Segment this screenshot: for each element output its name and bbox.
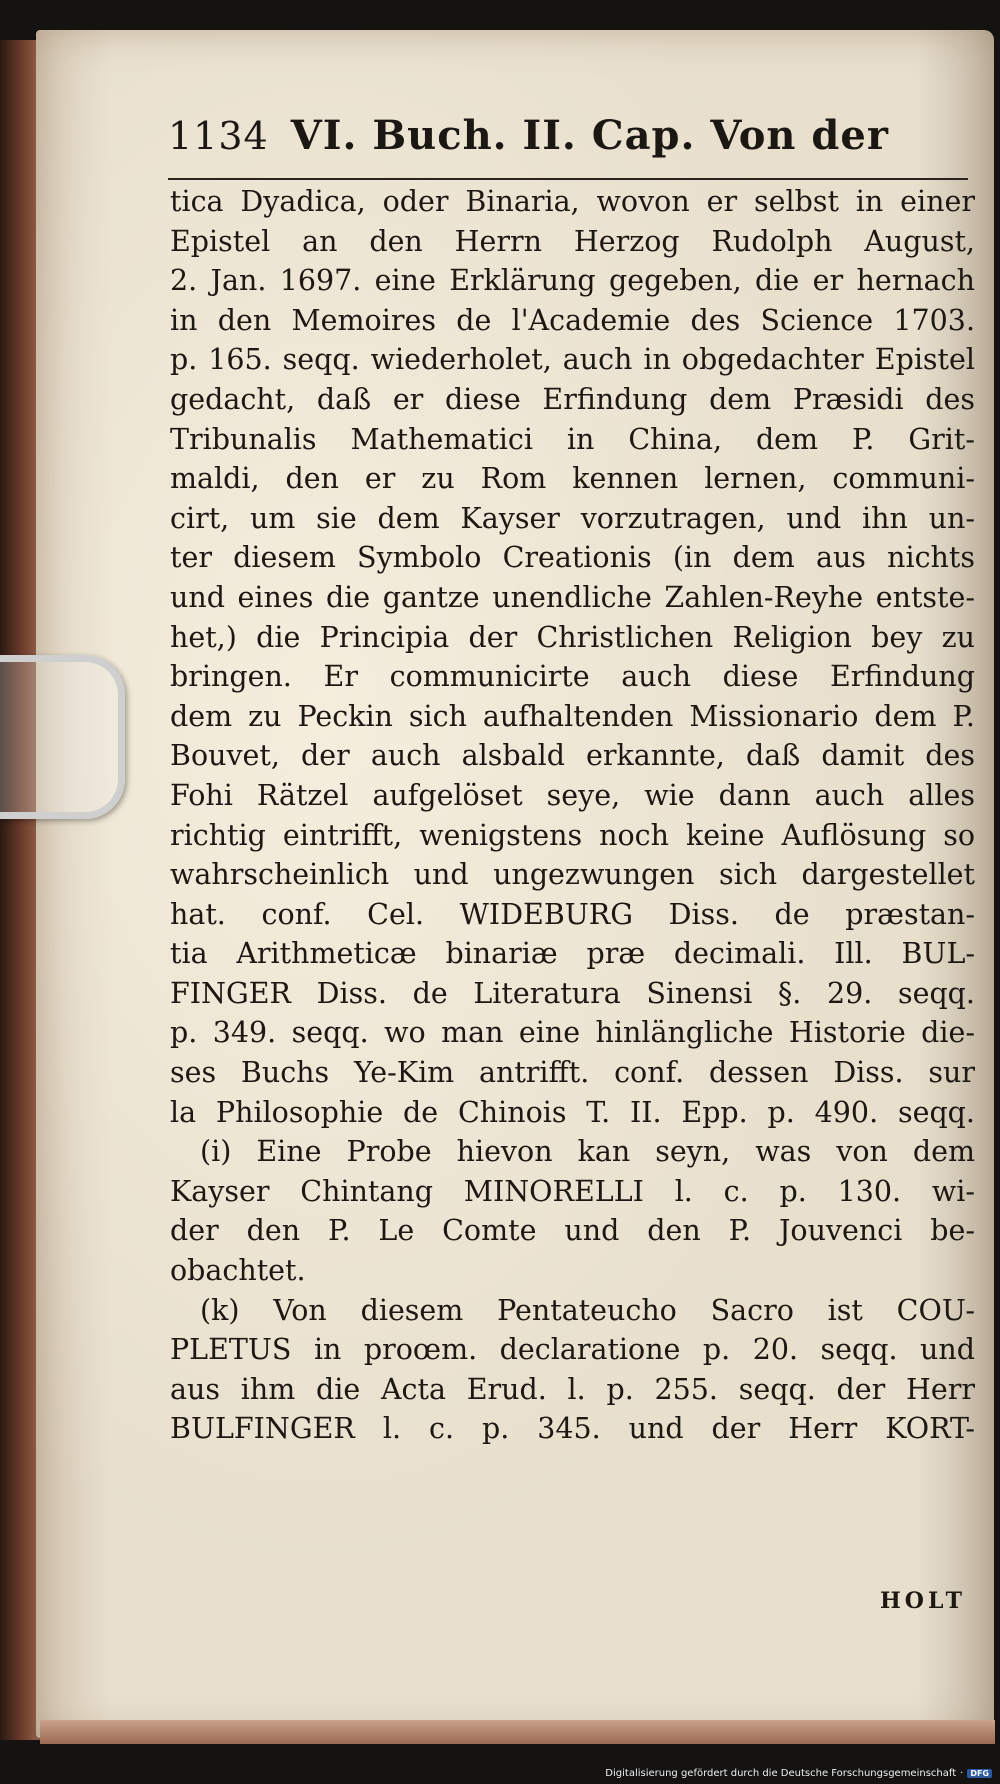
page-header (168, 112, 968, 172)
text-line: tia Arithmeticæ binariæ præ decimali. Ill. BUL- (170, 937, 975, 971)
page-clip (0, 655, 125, 819)
footnote-line: (i) Eine Probe hievon kan seyn, was von dem (200, 1135, 975, 1169)
text-line: ses Buchs Ye-Kim antrifft. conf. dessen Diss. sur (170, 1056, 975, 1090)
text-line: maldi, den er zu Rom kennen lernen, communi- (170, 462, 975, 496)
text-line: wahrscheinlich und ungezwungen sich dargestellet (170, 858, 975, 892)
catchword: HOLT (880, 1588, 966, 1614)
text-line: und eines die gantze unendliche Zahlen-Reyhe entste- (170, 580, 975, 614)
footnote-line: (k) Von diesem Pentateucho Sacro ist COU- (200, 1293, 975, 1327)
text-line: cirt, um sie dem Kayser vorzutragen, und ihn un- (170, 501, 975, 535)
digitization-credit: Digitalisierung gefördert durch die Deutsche Forschungsgemeinschaft · DFG (605, 1768, 992, 1779)
text-line: p. 165. seqq. wiederholet, auch in obgedachter Epistel (170, 343, 975, 377)
text-line: in den Memoires de l'Academie des Science 1703. (170, 303, 975, 337)
text-line: ter diesem Symbolo Creationis (in dem aus nichts (170, 541, 975, 575)
text-line: dem zu Peckin sich aufhaltenden Missionario dem P. (170, 699, 975, 733)
text-line: bringen. Er communicirte auch diese Erfindung (170, 660, 975, 694)
text-line: gedacht, daß er diese Erfindung dem Præsidi des (170, 382, 975, 416)
dfg-logo: DFG (967, 1769, 992, 1778)
text-line: Bouvet, der auch alsbald erkannte, daß damit des (170, 739, 975, 773)
page-bottom-edge (40, 1720, 995, 1744)
text-line: obachtet. (170, 1254, 306, 1288)
text-line: tica Dyadica, oder Binaria, wovon er selbst in einer (170, 185, 975, 218)
header-rule (168, 178, 968, 180)
text-line: aus ihm die Acta Erud. l. p. 255. seqq. der Herr (170, 1372, 975, 1406)
body-text (170, 182, 975, 1449)
text-line: p. 349. seqq. wo man eine hinlängliche Historie die- (170, 1016, 975, 1050)
text-line: het,) die Principia der Christlichen Religion bey zu (170, 620, 975, 654)
text-line: richtig eintrifft, wenigstens noch keine Auflösung so (170, 818, 975, 852)
text-line: Epistel an den Herrn Herzog Rudolph August, (170, 224, 975, 258)
text-line: hat. conf. Cel. WIDEBURG Diss. de præstan- (170, 897, 975, 931)
text-line: Fohi Rätzel aufgelöset seye, wie dann auch alles (170, 778, 975, 812)
running-title: VI. Buch. II. Cap. Von der (290, 112, 889, 159)
text-line: Tribunalis Mathematici in China, dem P. Grit- (170, 422, 975, 456)
text-line: PLETUS in proœm. declaratione p. 20. seqq. und (170, 1333, 975, 1367)
text-line: la Philosophie de Chinois T. II. Epp. p. 490. seqq. (170, 1095, 975, 1129)
text-line: BULFINGER l. c. p. 345. und der Herr KORT- (170, 1412, 975, 1446)
text-line: der den P. Le Comte und den P. Jouvenci be- (170, 1214, 975, 1248)
text-line: 2. Jan. 1697. eine Erklärung gegeben, die er hernach (170, 264, 975, 298)
page-number: 1134 (168, 114, 269, 158)
text-line: FINGER Diss. de Literatura Sinensi §. 29. seqq. (170, 976, 975, 1010)
credit-text: Digitalisierung gefördert durch die Deutsche Forschungsgemeinschaft (605, 1768, 957, 1779)
text-line: Kayser Chintang MINORELLI l. c. p. 130. wi- (170, 1174, 975, 1208)
